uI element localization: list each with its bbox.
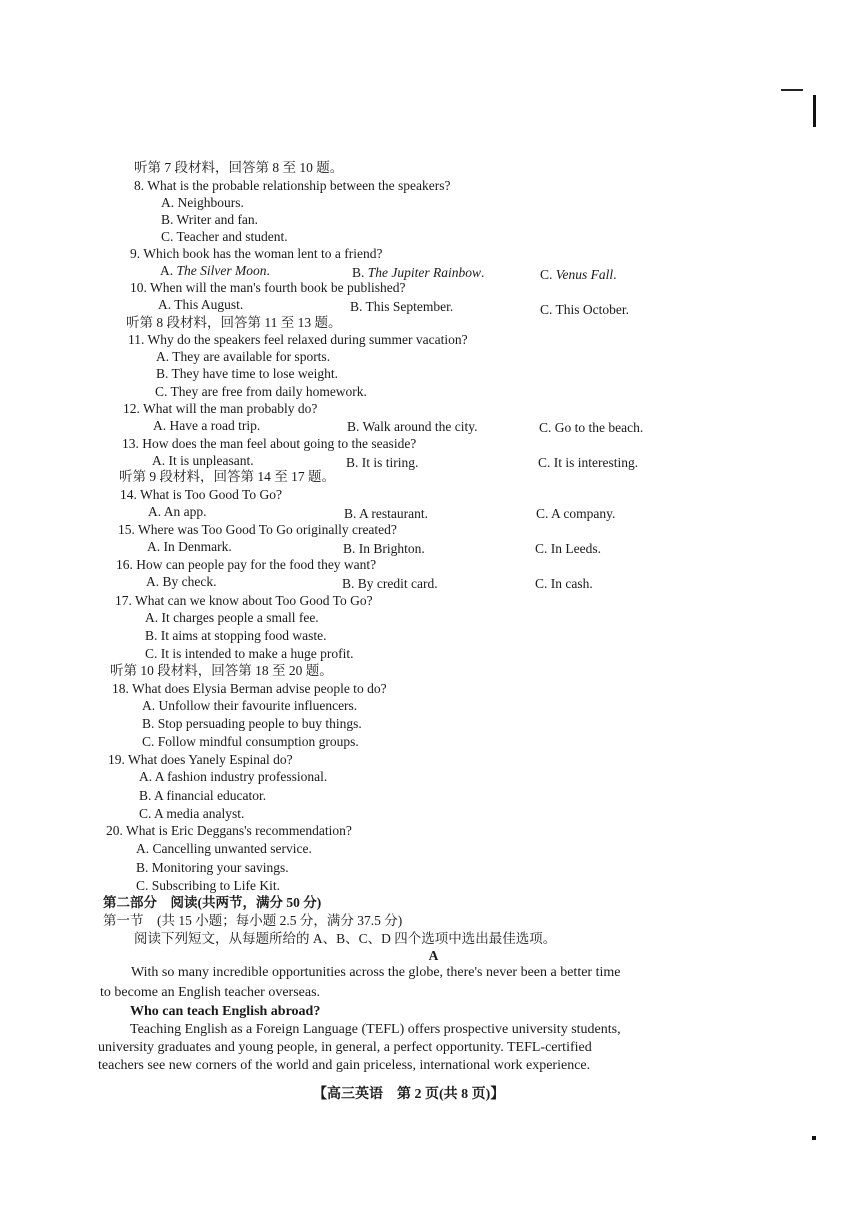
scan-mark-dash: [781, 89, 803, 91]
subheading: Who can teach English abroad?: [130, 1004, 321, 1019]
paragraph-line: teachers see new corners of the world and gain priceless, international work experience.: [98, 1058, 591, 1073]
question-stem: 19. What does Yanely Espinal do?: [108, 752, 293, 767]
option: C. In Leeds.: [535, 541, 601, 556]
scan-mark-bar: [813, 95, 816, 127]
section-heading: 听第 7 段材料，回答第 8 至 10 题。: [134, 160, 344, 175]
part-heading: 第二部分 阅读(共两节，满分 50 分): [103, 895, 322, 910]
passage-letter: A: [428, 948, 439, 963]
option: C. It is interesting.: [538, 455, 639, 470]
question-stem: 20. What is Eric Deggans's recommendation?: [106, 823, 352, 838]
option: B. It aims at stopping food waste.: [145, 628, 327, 643]
question-stem: 11. Why do the speakers feel relaxed during summer vacation?: [128, 332, 468, 347]
question-stem: 17. What can we know about Too Good To Go?: [115, 593, 373, 608]
option: B. In Brighton.: [343, 541, 425, 556]
section-heading: 听第 8 段材料，回答第 11 至 13 题。: [126, 315, 342, 330]
option: A. Have a road trip.: [153, 418, 261, 433]
option: A. This August.: [158, 297, 244, 312]
option: B. This September.: [350, 299, 454, 314]
option: C. A company.: [536, 506, 616, 521]
option: A. They are available for sports.: [156, 349, 331, 364]
instructions: 阅读下列短文，从每题所给的 A、B、C、D 四个选项中选出最佳选项。: [134, 931, 557, 946]
question-stem: 9. Which book has the woman lent to a friend?: [130, 246, 383, 261]
option: A. A fashion industry professional.: [139, 769, 328, 784]
option: C. Go to the beach.: [539, 420, 644, 435]
option: B. Writer and fan.: [161, 212, 259, 227]
question-stem: 8. What is the probable relationship between the speakers?: [134, 178, 451, 193]
option: B. They have time to lose weight.: [156, 366, 338, 381]
option: B. Monitoring your savings.: [136, 860, 289, 875]
option: C. Teacher and student.: [161, 229, 288, 244]
option: C. In cash.: [535, 576, 593, 591]
paragraph-line: With so many incredible opportunities across the globe, there's never been a better time: [131, 965, 621, 980]
option: B. Walk around the city.: [347, 419, 478, 434]
option: A. Neighbours.: [161, 195, 244, 210]
question-stem: 18. What does Elysia Berman advise people to do?: [112, 681, 387, 696]
question-stem: 12. What will the man probably do?: [123, 401, 318, 416]
option: A. In Denmark.: [147, 539, 232, 554]
paragraph-line: to become an English teacher overseas.: [100, 985, 321, 1000]
page-footer: 【高三英语 第 2 页(共 8 页)】: [313, 1087, 505, 1102]
option: A. It charges people a small fee.: [145, 610, 319, 625]
option: B. Stop persuading people to buy things.: [142, 716, 362, 731]
option: C. Venus Fall.: [540, 267, 617, 282]
question-stem: 14. What is Too Good To Go?: [120, 487, 282, 502]
option: A. The Silver Moon.: [160, 263, 270, 278]
option: A. Unfollow their favourite influencers.: [142, 698, 358, 713]
option: C. They are free from daily homework.: [155, 384, 367, 399]
option: C. Subscribing to Life Kit.: [136, 878, 280, 893]
scan-mark-dot: [812, 1136, 816, 1140]
option: B. By credit card.: [342, 576, 438, 591]
option: A. By check.: [146, 574, 217, 589]
question-stem: 10. When will the man's fourth book be published?: [130, 280, 406, 295]
option: B. The Jupiter Rainbow.: [352, 265, 485, 280]
section-heading: 听第 10 段材料，回答第 18 至 20 题。: [110, 663, 333, 678]
option: C. It is intended to make a huge profit.: [145, 646, 354, 661]
option: A. It is unpleasant.: [152, 453, 254, 468]
section-heading: 听第 9 段材料，回答第 14 至 17 题。: [119, 469, 335, 484]
paragraph-line: Teaching English as a Foreign Language (TEFL) offers prospective university students,: [130, 1022, 621, 1037]
option: C. A media analyst.: [139, 806, 245, 821]
option: C. Follow mindful consumption groups.: [142, 734, 359, 749]
option: B. A restaurant.: [344, 506, 428, 521]
option: B. A financial educator.: [139, 788, 267, 803]
section-heading: 第一节 (共 15 小题；每小题 2.5 分，满分 37.5 分): [103, 913, 403, 928]
question-stem: 16. How can people pay for the food they want?: [116, 557, 377, 572]
option: C. This October.: [540, 302, 629, 317]
question-stem: 15. Where was Too Good To Go originally created?: [118, 522, 397, 537]
question-stem: 13. How does the man feel about going to the seaside?: [122, 436, 417, 451]
option: B. It is tiring.: [346, 455, 419, 470]
option: A. Cancelling unwanted service.: [136, 841, 312, 856]
option: A. An app.: [148, 504, 207, 519]
paragraph-line: university graduates and young people, in general, a perfect opportunity. TEFL-certified: [98, 1040, 592, 1055]
